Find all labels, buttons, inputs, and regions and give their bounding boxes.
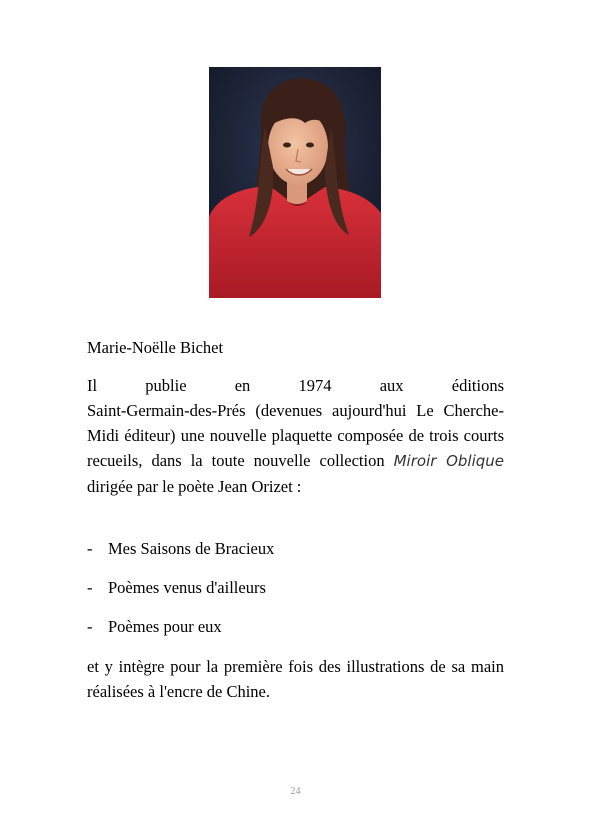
list-item (87, 615, 504, 654)
list-item (87, 537, 504, 576)
bullet-marker: - (87, 539, 93, 558)
list-item-label: Poèmes pour eux (108, 617, 222, 636)
closing-paragraph: et y intègre pour la première fois des illustrations de sa main réalisées à l'encre de Chine. (87, 657, 504, 701)
list-item-label: Poèmes venus d'ailleurs (108, 578, 266, 597)
list-item-label: Mes Saisons de Bracieux (108, 539, 275, 558)
collections-list (87, 537, 504, 654)
intro-paragraph-first-line: Il publie en 1974 aux éditions (87, 376, 504, 395)
bullet-marker: - (87, 617, 93, 636)
author-name: Marie-Noëlle Bichet (87, 338, 224, 357)
intro-paragraph-text-end: dirigée par le poète Jean Orizet : (87, 477, 302, 496)
author-portrait-photo (209, 67, 381, 298)
collection-name: Miroir Oblique (393, 452, 504, 470)
intro-paragraph-text: Saint-Germain-des-Prés (devenues aujourd'hui Le Cherche-Midi éditeur) une nouvelle plaquette composée de trois courts recueils, dans la toute nouvelle collection (87, 401, 504, 470)
bullet-marker: - (87, 578, 93, 597)
intro-paragraph (87, 373, 504, 499)
list-item (87, 576, 504, 615)
page-number: 24 (290, 786, 301, 797)
